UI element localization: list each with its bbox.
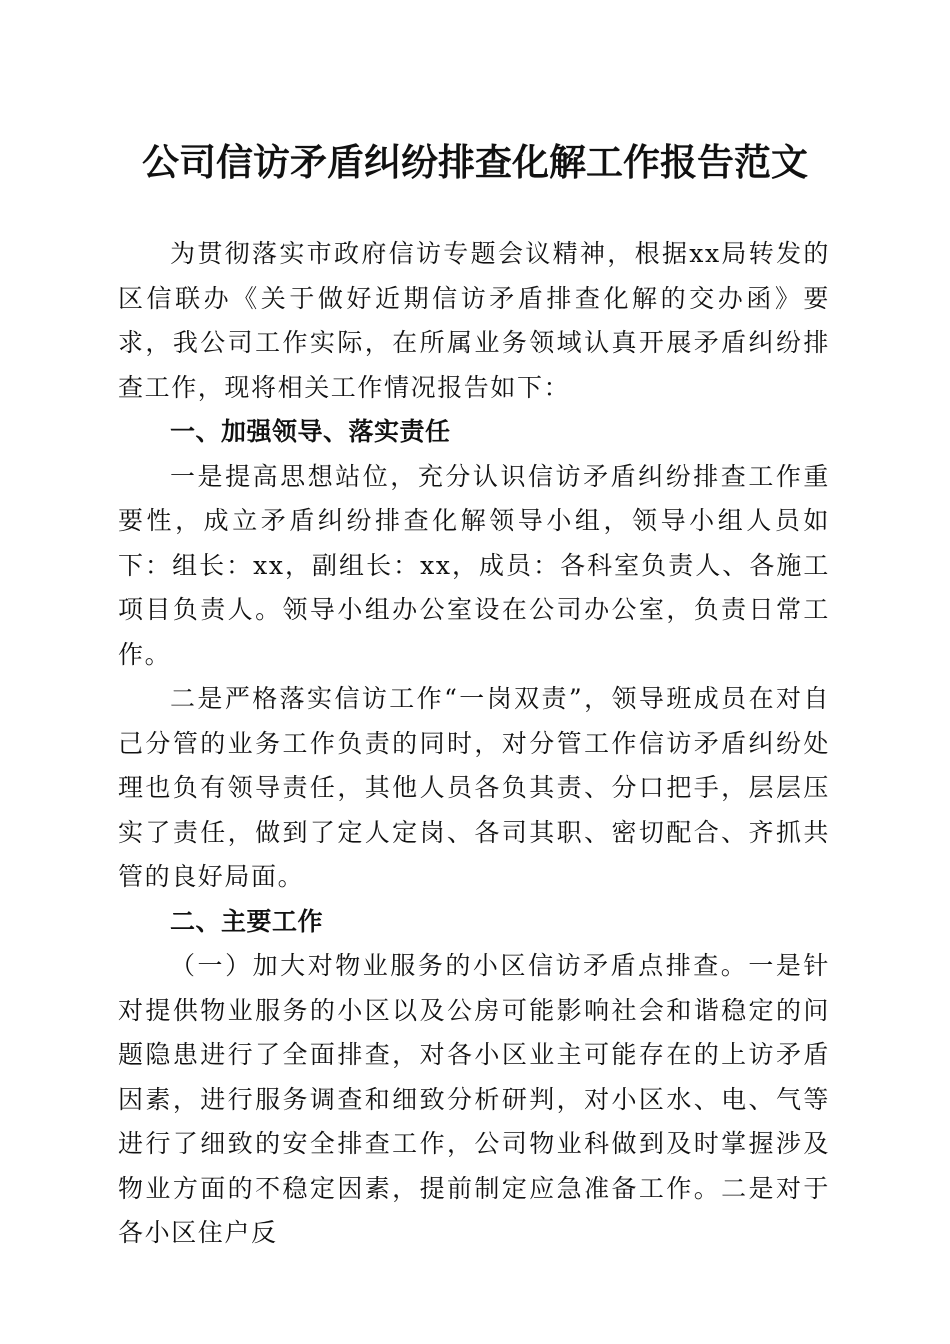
- section-1-paragraph-2: 二是严格落实信访工作“一岗双责”，领导班成员在对自己分管的业务工作负责的同时，对分管工作信访矛盾纠纷处理也负有领导责任，其他人员各负其责、分口把手，层层压实了责任，做到了定人定岗、各司其职、密切配合、齐抓共管的良好局面。: [118, 684, 830, 891]
- intro-paragraph: 为贯彻落实市政府信访专题会议精神，根据xx局转发的区信联办《关于做好近期信访矛盾排查化解的交办函》要求，我公司工作实际，在所属业务领域认真开展矛盾纠纷排查工作，现将相关工作情况报告如下：: [118, 239, 830, 402]
- section-2-heading: 二、主要工作: [170, 906, 324, 936]
- section-2-paragraph-1: （一）加大对物业服务的小区信访矛盾点排查。一是针对提供物业服务的小区以及公房可能影响社会和谐稳定的问题隐患进行了全面排查，对各小区业主可能存在的上访矛盾因素，进行服务调查和细致分析研判，对小区水、电、气等进行了细致的安全排查工作，公司物业科做到及时掌握涉及物业方面的不稳定因素，提前制定应急准备工作。二是对于各小区住户反: [118, 951, 830, 1247]
- section-1-paragraph-1: 一是提高思想站位，充分认识信访矛盾纠纷排查工作重要性，成立矛盾纠纷排查化解领导小组，领导小组人员如下：组长：xx，副组长：xx，成员：各科室负责人、各施工项目负责人。领导小组办公室设在公司办公室，负责日常工作。: [118, 461, 830, 669]
- document-body: [118, 232, 830, 1256]
- document-title: 公司信访矛盾纠纷排查化解工作报告范文: [142, 140, 808, 184]
- section-1-heading: 一、加强领导、落实责任: [170, 417, 451, 446]
